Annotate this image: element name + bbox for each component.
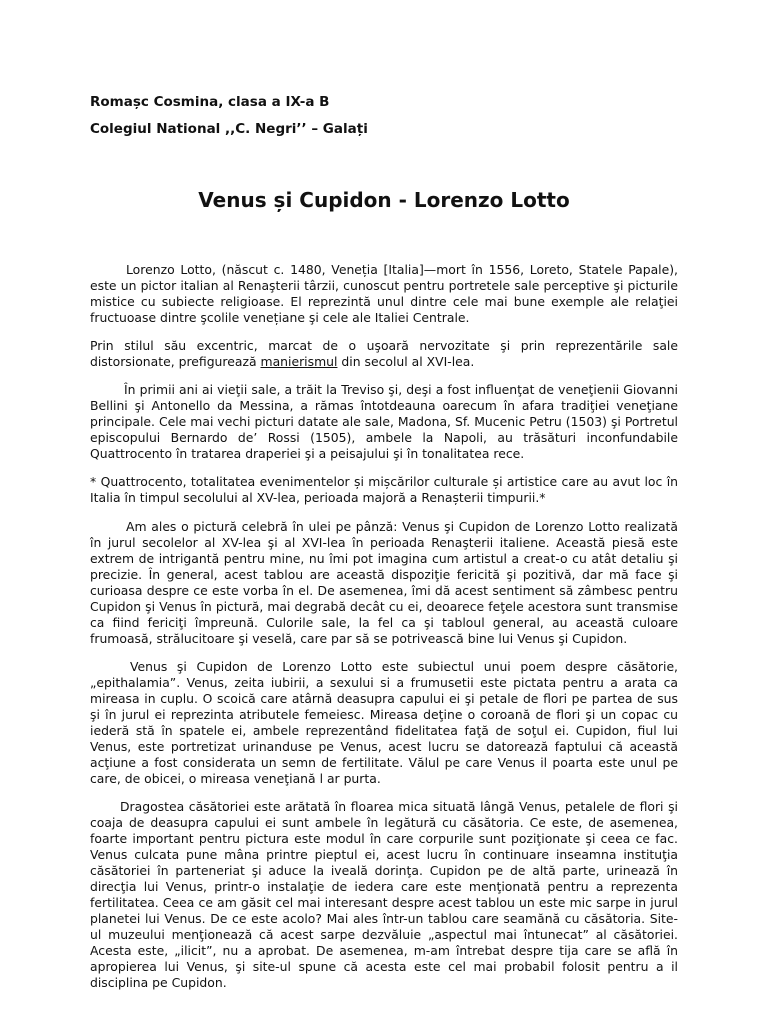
paragraph-style-text-start: Prin stilul său excentric, marcat de o uşoară nervozitate şi prin reprezentările sale distorsionate, prefigurează	[90, 338, 678, 369]
author-line: Romașc Cosmina, clasa a IX-a B	[90, 94, 330, 110]
paragraph-painting-choice: Am ales o pictură celebră în ulei pe pânză: Venus şi Cupidon de Lorenzo Lotto realizată în jurul secolelor al XV-lea şi al XVI-lea în perioada Renaşterii italiene. Această piesă este extrem de intrigantă pentru mine, nu îmi pot imagina cum artistul a creat-o cu atât detaliu şi precizie. În general, acest tablou are această dispoziţie fericită şi pozitivă, dar mă face şi curioasa despre ce este vorba în el. De asemenea, îmi dă acest sentiment să zâmbesc pentru Cupidon şi Venus în pictură, mai degrabă decât cu ei, deoarece feţele acestora sunt transmise ca fiind fericiţi împreună. Culorile sale, la fel ca şi tabloul general, au această culoare frumoasă, strălucitoare şi veselă, care par să se potrivească bine lui Venus şi Cupidon.	[90, 519, 678, 646]
paragraph-epithalamia: Venus şi Cupidon de Lorenzo Lotto este subiectul unui poem despre căsătorie, „epithalamia”. Venus, zeita iubirii, a sexului si a frumusetii este pictata pentru a arata ca mireasa in cuplu. O scoică care atârnă deasupra capului ei şi petale de flori pe partea de sus şi în jurul ei reprezinta atributele femeiesc. Mireasa deţine o coroană de flori şi un copac cu iederă stă în spatele ei, ambele reprezentând fidelitatea faţă de soţul ei. Cupidon, fiul lui Venus, este portretizat urinanduse pe Venus, acest lucru se datorează faptului că această acţiune a fost considerata un semn de fertilitate. Vălul pe care Venus il poarta este unul pe care, de obicei, o mireasa veneţiană l ar purta.	[90, 659, 678, 786]
paragraph-style	[90, 338, 678, 370]
paragraph-early-years: În primii ani ai vieţii sale, a trăit la Treviso şi, deşi a fost influenţat de veneţienii Giovanni Bellini şi Antonello da Messina, a rămas întotdeauna oarecum în afara tradiţiei veneţiane principale. Cele mai vechi picturi datate ale sale, Madona, Sf. Mucenic Petru (1503) şi Portretul episcopului Bernardo de’ Rossi (1505), ambele la Napoli, au trăsături inconfundabile Quattrocento în tratarea draperiei şi a peisajului şi în tonalitatea rece.	[90, 382, 678, 461]
paragraph-biography: Lorenzo Lotto, (născut c. 1480, Veneția [Italia]—mort în 1556, Loreto, Statele Papale), este un pictor italian al Renaşterii târzii, cunoscut pentru portretele sale perceptive şi picturile mistice cu subiecte religioase. El reprezintă unul dintre cele mai bune exemple ale relaţiei fructuoase dintre şcolile venețiane şi cele ale Italiei Centrale.	[90, 262, 678, 325]
school-line: Colegiul National ,,C. Negri’’ – Galați	[90, 121, 368, 137]
footnote-quattrocento: * Quattrocento, totalitatea evenimentelor și mișcărilor culturale și artistice care au avut loc în Italia în timpul secolului al XV-lea, perioada majoră a Renașterii timpurii.*	[90, 474, 678, 505]
mannerism-link[interactable]: manierismul	[260, 354, 338, 369]
paragraph-marriage-love: Dragostea căsătoriei este arătată în floarea mica situată lângă Venus, petalele de flori şi coaja de deasupra capului ei sunt ambele în legătură cu căsătoria. Ce este, de asemenea, foarte important pentru pictura este modul în care corpurile sunt poziţionate şi ceea ce fac. Venus culcata pune mâna printre pieptul ei, acest lucru în continuare inseamna instituţia căsătoriei în parteneriat şi aduce la iveală dorinţa. Cupidon pe de altă parte, urinează în direcţia lui Venus, printr-o instalaţie de iedera care este menţionată pentru a reprezenta fertilitatea. Ceea ce am găsit cel mai interesant despre acest tablou un este mic sarpe in jurul planetei lui Venus. De ce este acolo? Mai ales într-un tablou care seamănă cu căsătoria. Site-ul muzeului menţionează că acest sarpe dezvăluie „aspectul mai întunecat” al căsătoriei. Acesta este, „ilicit”, nu a aprobat. De asemenea, m-am întrebat despre tija care se află în apropierea lui Venus, şi site-ul spune că acesta este cel mai probabil folosit pentru a il disciplina pe Cupidon.	[90, 799, 678, 990]
document-title: Venus și Cupidon - Lorenzo Lotto	[198, 188, 570, 212]
paragraph-style-text-end: din secolul al XVI-lea.	[337, 354, 475, 369]
document-body	[90, 262, 678, 1003]
